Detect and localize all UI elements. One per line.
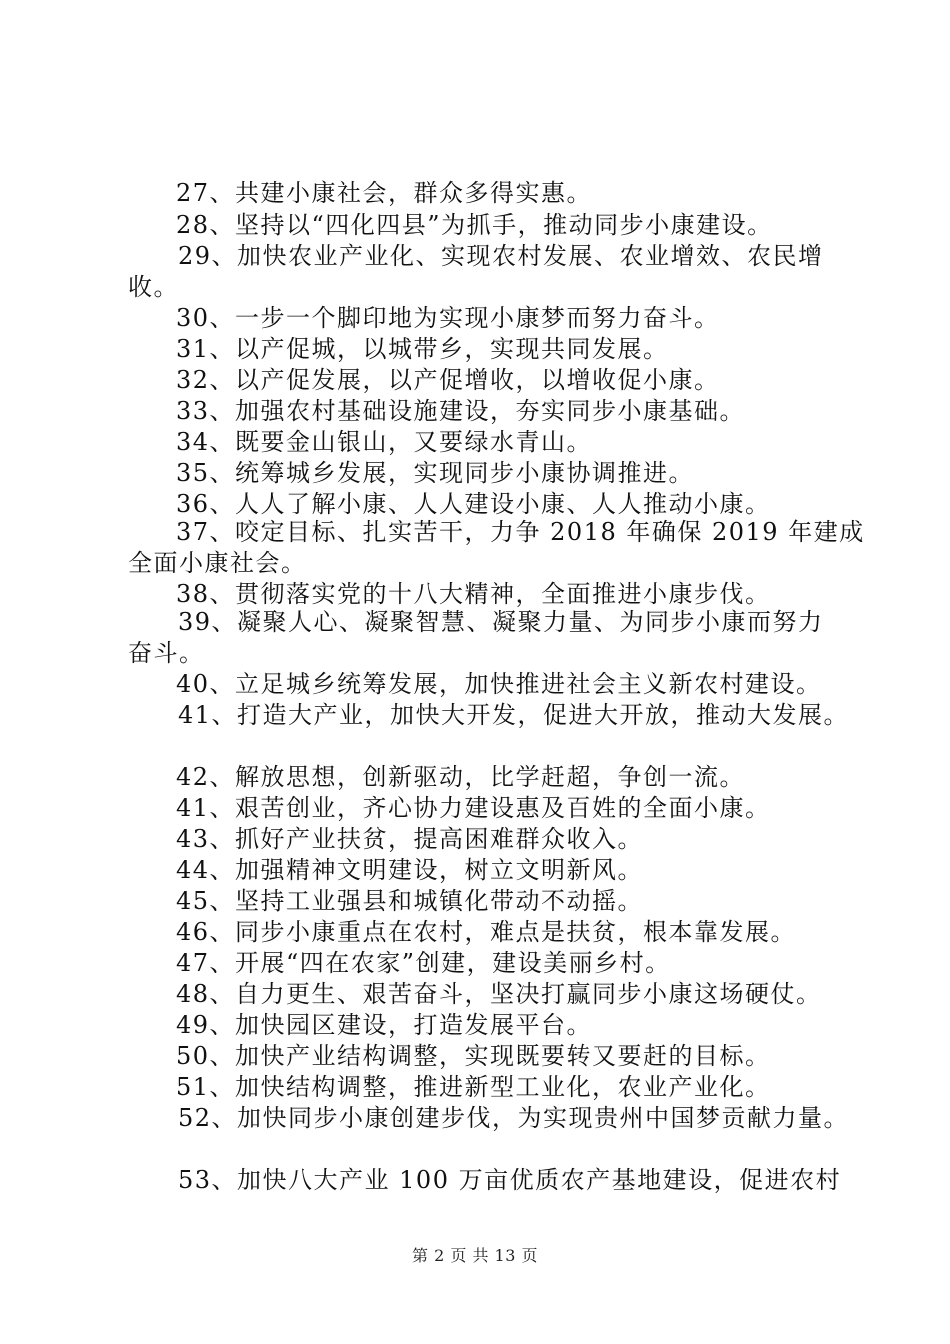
text-line: 48、自力更生、艰苦奋斗，坚决打赢同步小康这场硬仗。 [176,980,822,1008]
text-line: 29、加快农业产业化、实现农村发展、农业增效、农民增 [178,242,824,270]
text-line: 收。 [128,273,179,301]
text-line: 43、抓好产业扶贫，提高困难群众收入。 [176,825,644,853]
text-line: 49、加快园区建设，打造发展平台。 [176,1011,593,1039]
text-line: 30、一步一个脚印地为实现小康梦而努力奋斗。 [176,304,720,332]
text-line: 35、统筹城乡发展，实现同步小康协调推进。 [176,459,695,487]
text-line: 34、既要金山银山，又要绿水青山。 [176,428,593,456]
text-line: 28、坚持以“四化四县”为抓手，推动同步小康建设。 [176,211,773,239]
text-line: 53、加快八大产业 100 万亩优质农产基地建设，促进农村 [178,1166,842,1194]
text-line: 32、以产促发展，以产促增收，以增收促小康。 [176,366,720,394]
text-line: 45、坚持工业强县和城镇化带动不动摇。 [176,887,644,915]
text-line: 52、加快同步小康创建步伐，为实现贵州中国梦贡献力量。 [178,1104,850,1132]
page-footer: 第 2 页 共 13 页 [412,1246,538,1265]
text-line: 39、凝聚人心、凝聚智慧、凝聚力量、为同步小康而努力 [178,608,824,636]
text-line: 42、解放思想，创新驱动，比学赶超，争创一流。 [176,763,746,791]
text-line: 27、共建小康社会，群众多得实惠。 [176,179,593,207]
text-line: 50、加快产业结构调整，实现既要转又要赶的目标。 [176,1042,771,1070]
text-line: 41、打造大产业，加快大开发，促进大开放，推动大发展。 [178,701,850,729]
text-line: 全面小康社会。 [128,549,307,577]
text-line: 44、加强精神文明建设，树立文明新风。 [176,856,644,884]
text-line: 41、艰苦创业，齐心协力建设惠及百姓的全面小康。 [176,794,771,822]
text-line: 38、贯彻落实党的十八大精神，全面推进小康步伐。 [176,580,771,608]
text-line: 47、开展“四在农家”创建，建设美丽乡村。 [176,949,671,977]
text-line: 33、加强农村基础设施建设，夯实同步小康基础。 [176,397,746,425]
text-line: 36、人人了解小康、人人建设小康、人人推动小康。 [176,490,771,518]
text-line: 奋斗。 [128,639,205,667]
text-line: 51、加快结构调整，推进新型工业化，农业产业化。 [176,1073,771,1101]
text-line: 37、咬定目标、扎实苦干，力争 2018 年确保 2019 年建成 [176,518,865,546]
text-line: 31、以产促城，以城带乡，实现共同发展。 [176,335,669,363]
text-line: 46、同步小康重点在农村，难点是扶贫，根本靠发展。 [176,918,797,946]
text-line: 40、立足城乡统筹发展，加快推进社会主义新农村建设。 [176,670,822,698]
